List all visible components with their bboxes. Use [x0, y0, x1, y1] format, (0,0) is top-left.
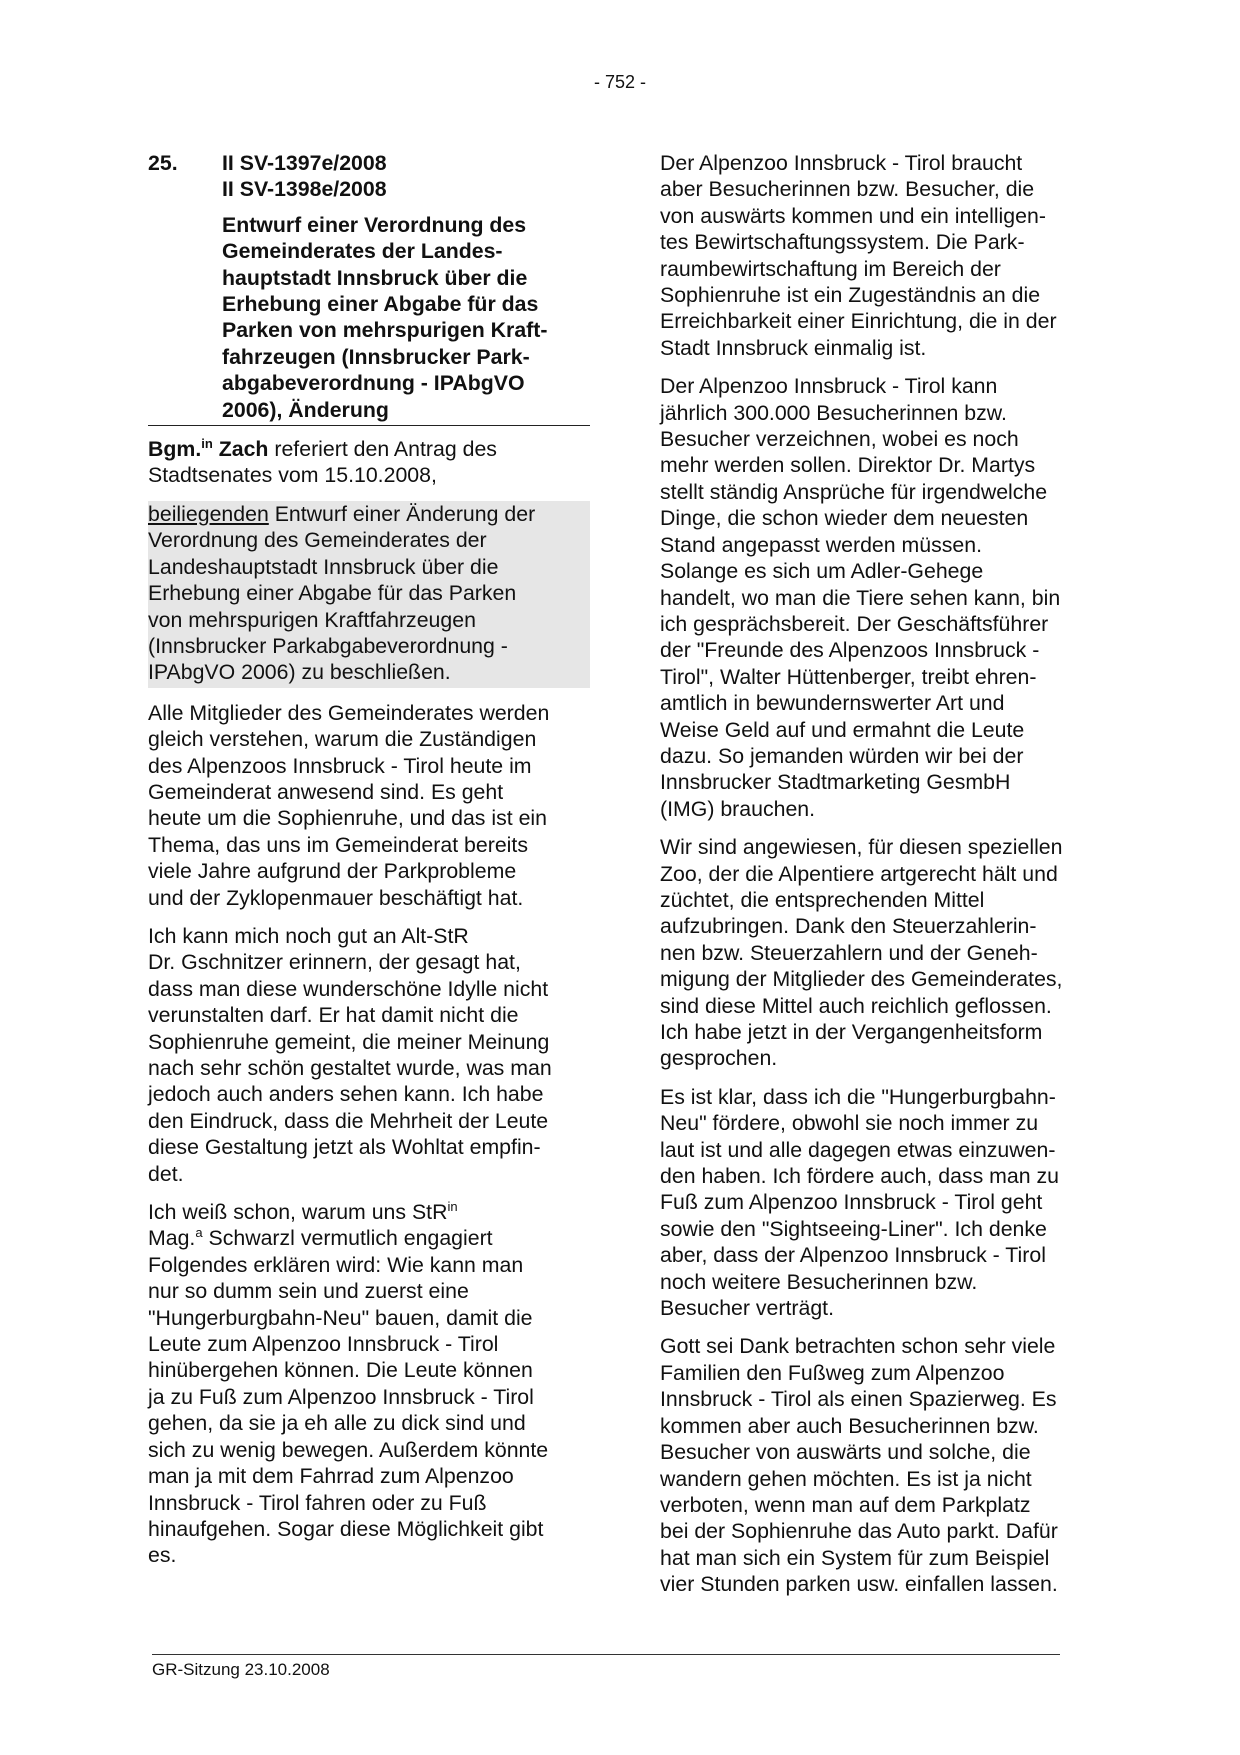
footer-divider [152, 1654, 1060, 1655]
paragraph-line: (IMG) brauchen. [660, 796, 816, 821]
motion-underlined-word: beiliegenden [148, 501, 269, 526]
paragraph-line: Fuß zum Alpenzoo Innsbruck - Tirol geht [660, 1190, 1043, 1215]
motion-line: Verordnung des Gemeinderates der [148, 528, 487, 553]
motion-box [148, 501, 590, 688]
body-paragraph [660, 1084, 1100, 1322]
title-line: abgabeverordnung - IPAbgVO [222, 371, 525, 396]
paragraph-line: Mag. [148, 1226, 196, 1251]
paragraph-line: wandern gehen möchten. Es ist ja nicht [660, 1466, 1032, 1491]
paragraph-line: jährlich 300.000 Besucherinnen bzw. [660, 400, 1007, 425]
right-paragraphs [660, 150, 1100, 1598]
paragraph-line: diese Gestaltung jetzt als Wohltat empfin- [148, 1135, 541, 1160]
paragraph-line: Sophienruhe ist ein Zugeständnis an die [660, 283, 1041, 308]
paragraph-line: Besucher verzeichnen, wobei es noch [660, 427, 1019, 452]
paragraph-line: handelt, wo man die Tiere sehen kann, bin [660, 585, 1061, 610]
paragraph-line: nen bzw. Steuerzahlern und der Geneh- [660, 940, 1038, 965]
superscript: in [447, 1199, 458, 1215]
body-paragraph [148, 700, 590, 911]
paragraph-line: Erreichbarkeit einer Einrichtung, die in der [660, 309, 1057, 334]
paragraph-line: den haben. Ich fördere auch, dass man zu [660, 1164, 1059, 1189]
paragraph-line: laut ist und alle dagegen etwas einzuwen- [660, 1137, 1056, 1162]
paragraph-line: Stadt Innsbruck einmalig ist. [660, 335, 927, 360]
title-line: Parken von mehrspurigen Kraft- [222, 318, 548, 343]
paragraph-line: Der Alpenzoo Innsbruck - Tirol kann [660, 374, 998, 399]
paragraph-line: Der Alpenzoo Innsbruck - Tirol braucht [660, 151, 1023, 175]
paragraph-line: Ich kann mich noch gut an Alt-StR [148, 923, 469, 948]
paragraph-line: noch weitere Besucherinnen bzw. [660, 1269, 978, 1294]
paragraph-line: sowie den "Sightseeing-Liner". Ich denke [660, 1216, 1047, 1241]
title-line: fahrzeugen (Innsbrucker Park- [222, 344, 530, 369]
paragraph-line: kommen aber auch Besucherinnen bzw. [660, 1413, 1039, 1438]
paragraph-line: nur so dumm sein und zuerst eine [148, 1279, 469, 1304]
paragraph-line: ich gesprächsbereit. Der Geschäftsführer [660, 611, 1049, 636]
paragraph-line: Thema, das uns im Gemeinderat bereits [148, 832, 528, 857]
paragraph-line: migung der Mitglieder des Gemeinderates, [660, 967, 1063, 992]
paragraph-line: Innsbruck - Tirol als einen Spazierweg. Es [660, 1387, 1057, 1412]
agenda-item-id: II SV-1398e/2008 [222, 177, 387, 202]
paragraph-line: Familien den Fußweg zum Alpenzoo [660, 1360, 1005, 1385]
paragraph-line: Neu" fördere, obwohl sie noch immer zu [660, 1111, 1039, 1136]
paragraph-line: raumbewirtschaftung im Bereich der [660, 256, 1001, 281]
paragraph-line: "Hungerburgbahn-Neu" bauen, damit die [148, 1305, 533, 1330]
paragraph-line: Schwarzl vermutlich engagiert [202, 1226, 493, 1251]
speaker-title-sup: in [201, 436, 213, 452]
left-column [148, 150, 590, 1581]
paragraph-line: gleich verstehen, warum die Zuständigen [148, 727, 537, 752]
paragraph-line: nach sehr schön gestaltet wurde, was man [148, 1056, 552, 1080]
paragraph-line: Weise Geld auf und ermahnt die Leute [660, 717, 1025, 742]
paragraph-line: hinaufgehen. Sogar diese Möglichkeit gibt [148, 1516, 544, 1541]
paragraph-line: man ja mit dem Fahrrad zum Alpenzoo [148, 1464, 514, 1489]
paragraph-line: aber Besucherinnen bzw. Besucher, die [660, 177, 1035, 202]
paragraph-line: vier Stunden parken usw. einfallen lassen. [660, 1572, 1058, 1597]
paragraph-line: det. [148, 1161, 184, 1186]
motion-line: Landeshauptstadt Innsbruck über die [148, 554, 499, 579]
paragraph-line: Solange es sich um Adler-Gehege [660, 559, 984, 584]
paragraph-line: den Eindruck, dass die Mehrheit der Leute [148, 1108, 549, 1133]
paragraph-line: sind diese Mittel auch reichlich geflossen. [660, 993, 1052, 1018]
footer-session-label: GR-Sitzung 23.10.2008 [152, 1660, 330, 1679]
paragraph-line: dazu. So jemanden würden wir bei der [660, 743, 1024, 768]
paragraph-line: und der Zyklopenmauer beschäftigt hat. [148, 885, 524, 910]
paragraph-line: von auswärts kommen und ein intelligen- [660, 203, 1046, 228]
paragraph-line: bei der Sophienruhe das Auto parkt. Dafür [660, 1519, 1058, 1544]
motion-line: IPAbgVO 2006) zu beschließen. [148, 660, 451, 685]
paragraph-line: aber, dass der Alpenzoo Innsbruck - Tirol [660, 1243, 1046, 1268]
agenda-item-title [222, 212, 590, 425]
body-paragraph [148, 923, 590, 1187]
paragraph-line: Gemeinderat anwesend sind. Es geht [148, 779, 504, 804]
paragraph-line: der "Freunde des Alpenzoos Innsbruck - [660, 638, 1040, 663]
paragraph-line: jedoch auch anders sehen kann. Ich habe [148, 1082, 544, 1107]
title-line: Gemeinderates der Landes- [222, 239, 503, 264]
body-paragraph [660, 834, 1100, 1072]
right-column [660, 150, 1100, 1610]
paragraph-line: es. [148, 1543, 177, 1568]
paragraph-line: gesprochen. [660, 1046, 778, 1071]
paragraph-line: Innsbruck - Tirol fahren oder zu Fuß [148, 1490, 487, 1515]
paragraph-line: züchtet, die entsprechenden Mittel [660, 887, 985, 912]
paragraph-line: Alle Mitglieder des Gemeinderates werden [148, 700, 550, 725]
paragraph-line: Ich weiß schon, warum uns StR [148, 1200, 448, 1225]
paragraph-line: Folgendes erklären wird: Wie kann man [148, 1252, 524, 1277]
body-paragraph [660, 373, 1100, 822]
paragraph-line: Dinge, die schon wieder dem neuesten [660, 506, 1029, 531]
paragraph-line: verboten, wenn man auf dem Parkplatz [660, 1492, 1031, 1517]
paragraph-line: hat man sich ein System für zum Beispiel [660, 1545, 1050, 1570]
paragraph-line: Ich habe jetzt in der Vergangenheitsform [660, 1020, 1043, 1044]
paragraph-line: Besucher von auswärts und solche, die [660, 1440, 1031, 1465]
agenda-item-header [148, 150, 590, 425]
paragraph-line: Tirol", Walter Hüttenberger, treibt ehren- [660, 664, 1037, 689]
motion-line: (Innsbrucker Parkabgabeverordnung - [148, 633, 508, 658]
paragraph-line: viele Jahre aufgrund der Parkprobleme [148, 859, 517, 884]
paragraph-line: Sophienruhe gemeint, die meiner Meinung [148, 1029, 550, 1054]
page-number: - 752 - [593, 72, 647, 92]
paragraph-line: des Alpenzoos Innsbruck - Tirol heute im [148, 753, 532, 778]
body-paragraph [148, 1199, 590, 1569]
motion-line: Erhebung einer Abgabe für das Parken [148, 581, 517, 606]
title-line: hauptstadt Innsbruck über die [222, 265, 528, 290]
intro-paragraph [148, 436, 590, 489]
paragraph-line: Dr. Gschnitzer erinnern, der gesagt hat, [148, 950, 521, 975]
paragraph-line: gehen, da sie ja eh alle zu dick sind und [148, 1411, 526, 1436]
agenda-item-id: II SV-1397e/2008 [222, 151, 387, 175]
agenda-item-number: 25. [148, 151, 178, 175]
title-divider [148, 425, 590, 426]
paragraph-line: amtlich in bewundernswerter Art und [660, 691, 1005, 716]
paragraph-line: Wir sind angewiesen, für diesen speziellen [660, 835, 1063, 860]
paragraph-line: verunstalten darf. Er hat damit nicht die [148, 1003, 519, 1028]
paragraph-line: aufzubringen. Dank den Steuerzahlerin- [660, 914, 1037, 939]
paragraph-line: ja zu Fuß zum Alpenzoo Innsbruck - Tirol [148, 1384, 534, 1409]
title-line: 2006), Änderung [222, 397, 389, 422]
motion-line: von mehrspurigen Kraftfahrzeugen [148, 607, 476, 632]
paragraph-line: mehr werden sollen. Direktor Dr. Martys [660, 453, 1036, 478]
speaker-title: Bgm. [148, 437, 202, 462]
paragraph-line: Es ist klar, dass ich die "Hungerburgbahn- [660, 1084, 1056, 1109]
paragraph-line: Stand angepasst werden müssen. [660, 532, 983, 557]
agenda-item-ids [222, 150, 590, 203]
paragraph-line: Innsbrucker Stadtmarketing GesmbH [660, 770, 1011, 795]
body-paragraph [660, 150, 1100, 361]
paragraph-line: stellt ständig Ansprüche für irgendwelche [660, 479, 1048, 504]
intro-line: Stadtsenates vom 15.10.2008, [148, 463, 437, 488]
body-paragraph [660, 1333, 1100, 1597]
paragraph-line: dass man diese wunderschöne Idylle nicht [148, 976, 549, 1001]
left-paragraphs [148, 700, 590, 1187]
speaker-name: Zach [218, 437, 269, 462]
title-line: Erhebung einer Abgabe für das [222, 292, 539, 317]
motion-line: Entwurf einer Änderung der [268, 501, 536, 526]
paragraph-line: sich zu wenig bewegen. Außerdem könnte [148, 1437, 549, 1462]
title-line: Entwurf einer Verordnung des [222, 212, 527, 237]
paragraph-line: Besucher verträgt. [660, 1296, 835, 1321]
paragraph-line: Leute zum Alpenzoo Innsbruck - Tirol [148, 1332, 499, 1357]
intro-line: referiert den Antrag des [268, 437, 497, 462]
paragraph-line: heute um die Sophienruhe, und das ist ein [148, 806, 548, 831]
paragraph-line: tes Bewirtschaftungssystem. Die Park- [660, 230, 1025, 255]
paragraph-line: Gott sei Dank betrachten schon sehr viele [660, 1334, 1056, 1359]
paragraph-line: Zoo, der die Alpentiere artgerecht hält und [660, 861, 1058, 886]
paragraph-line: hinübergehen können. Die Leute können [148, 1358, 533, 1383]
superscript: a [195, 1225, 203, 1241]
